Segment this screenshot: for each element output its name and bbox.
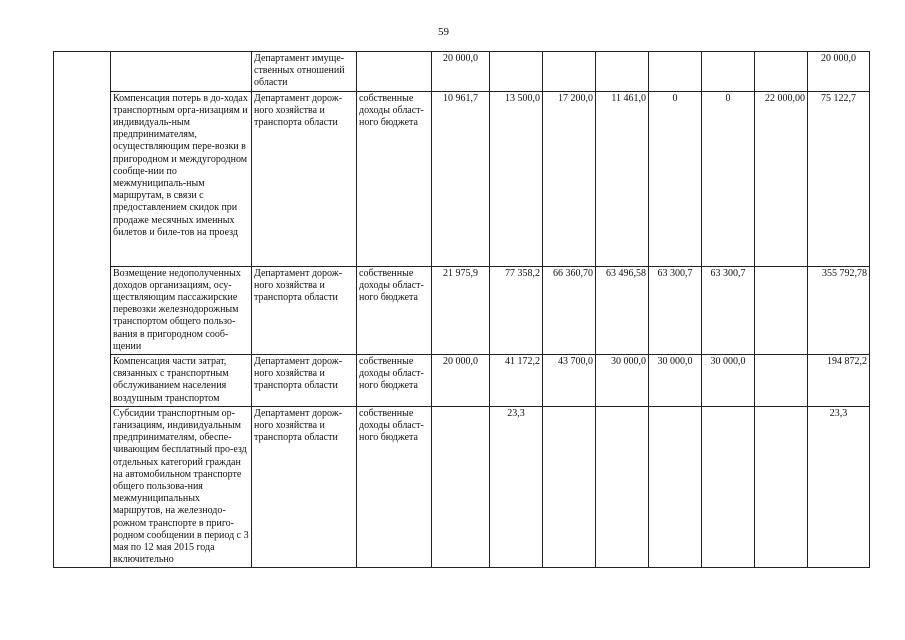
value-cell	[649, 52, 702, 92]
value-cell	[755, 355, 808, 407]
measure-cell: Возмещение недополученных доходов организациям, осу-ществляющим пассажирские перевозки железнодорожным транспортом общего пользо-вания в пригородном сооб-щении	[111, 266, 252, 354]
value-cell: 17 200,0	[543, 91, 596, 266]
value-cell: 0	[649, 91, 702, 266]
value-cell: 30 000,0	[702, 355, 755, 407]
table-row	[54, 406, 870, 568]
value-cell: 63 300,7	[649, 266, 702, 354]
table-row	[54, 266, 870, 354]
value-cell	[702, 52, 755, 92]
source-cell: собственные доходы област-ного бюджета	[357, 406, 432, 568]
value-cell	[596, 52, 649, 92]
value-cell: 13 500,0	[490, 91, 543, 266]
executor-cell: Департамент дорож-ного хозяйства и транспорта области	[252, 406, 357, 568]
total-cell: 75 122,7	[808, 91, 870, 266]
total-cell: 355 792,78	[808, 266, 870, 354]
value-cell: 43 700,0	[543, 355, 596, 407]
measure-cell: Субсидии транспортным ор-ганизациям, индивидуальным предпринимателям, обеспе-чивающим бесплатный про-езд отдельных категорий граждан на автомобильном транспорте общего пользова-ния межмуниципальных маршрутов, на железнодо-рожном транспорте в приго-родном сообщении в период с 3 мая по 12 мая 2015 года включительно	[111, 406, 252, 568]
value-cell	[702, 406, 755, 568]
source-cell: собственные доходы област-ного бюджета	[357, 355, 432, 407]
value-cell: 30 000,0	[596, 355, 649, 407]
value-cell: 0	[702, 91, 755, 266]
total-cell: 194 872,2	[808, 355, 870, 407]
source-cell: собственные доходы област-ного бюджета	[357, 266, 432, 354]
value-cell	[596, 406, 649, 568]
total-cell: 23,3	[808, 406, 870, 568]
table-row	[54, 91, 870, 266]
value-cell: 23,3	[490, 406, 543, 568]
value-cell: 41 172,2	[490, 355, 543, 407]
value-cell: 11 461,0	[596, 91, 649, 266]
value-cell: 20 000,0	[432, 52, 490, 92]
source-cell: собственные доходы област-ного бюджета	[357, 91, 432, 266]
value-cell: 63 300,7	[702, 266, 755, 354]
total-cell: 20 000,0	[808, 52, 870, 92]
value-cell	[755, 406, 808, 568]
value-cell	[490, 52, 543, 92]
value-cell	[543, 52, 596, 92]
value-cell	[543, 406, 596, 568]
table-row	[54, 355, 870, 407]
value-cell	[432, 406, 490, 568]
value-cell: 21 975,9	[432, 266, 490, 354]
value-cell: 63 496,58	[596, 266, 649, 354]
budget-table	[53, 51, 870, 568]
measure-cell	[111, 52, 252, 92]
value-cell: 20 000,0	[432, 355, 490, 407]
value-cell	[755, 266, 808, 354]
executor-cell: Департамент дорож-ного хозяйства и транспорта области	[252, 266, 357, 354]
index-cell	[54, 52, 111, 568]
value-cell: 10 961,7	[432, 91, 490, 266]
page-number: 59	[438, 26, 449, 38]
value-cell: 22 000,00	[755, 91, 808, 266]
value-cell: 66 360,70	[543, 266, 596, 354]
value-cell: 30 000,0	[649, 355, 702, 407]
value-cell	[755, 52, 808, 92]
executor-cell: Департамент имуще-ственных отношений области	[252, 52, 357, 92]
executor-cell: Департамент дорож-ного хозяйства и транспорта области	[252, 355, 357, 407]
value-cell: 77 358,2	[490, 266, 543, 354]
executor-cell: Департамент дорож-ного хозяйства и транспорта области	[252, 91, 357, 266]
value-cell	[649, 406, 702, 568]
table-row	[54, 52, 870, 92]
measure-cell: Компенсация части затрат, связанных с транспортным обслуживанием населения воздушным транспортом	[111, 355, 252, 407]
measure-cell: Компенсация потерь в до-ходах транспортным орга-низациям и индивидуаль-ным предпринимателям, осуществляющим пере-возки в пригородном и междугородном сообще-нии по межмуниципаль-ным маршрутам, в связи с предоставлением скидок при продаже месячных именных билетов и биле-тов на проезд	[111, 91, 252, 266]
source-cell	[357, 52, 432, 92]
